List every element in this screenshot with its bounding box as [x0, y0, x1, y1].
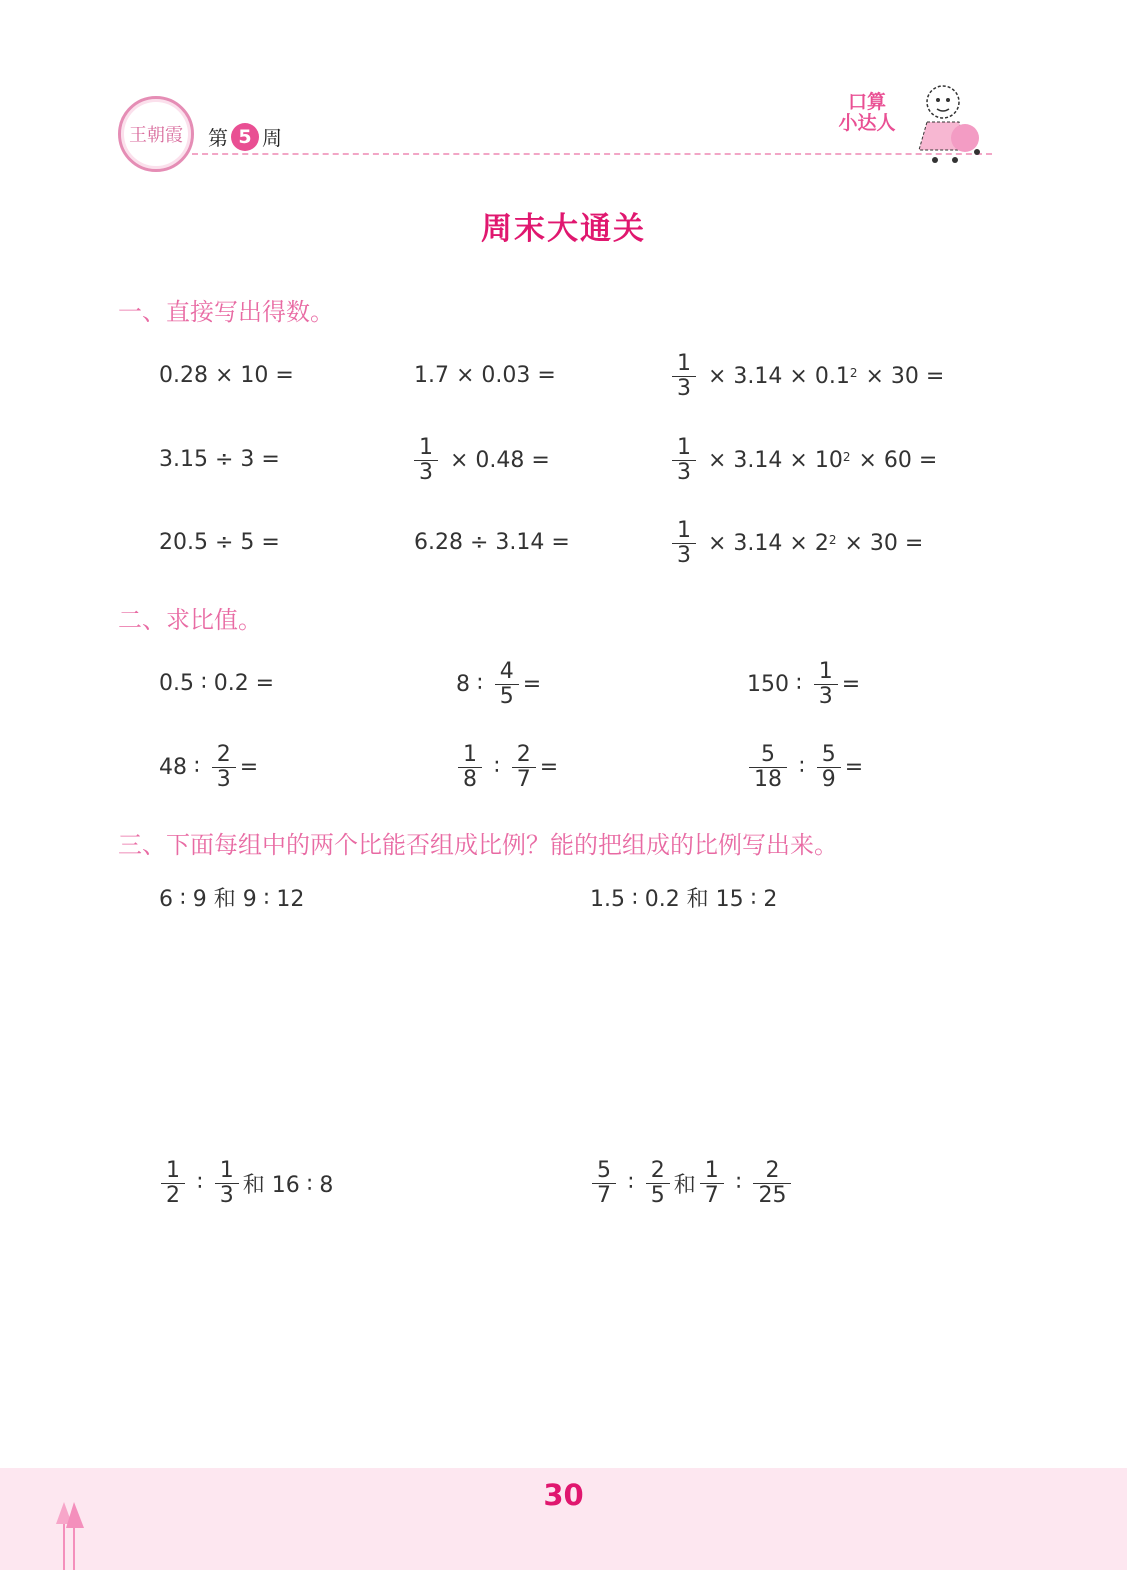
exponent: 2 — [828, 532, 837, 547]
numerator: 1 — [463, 742, 477, 767]
expr-part: × 60 = — [858, 448, 938, 473]
fraction — [161, 1159, 185, 1208]
numerator: 2 — [650, 1158, 665, 1183]
numerator: 5 — [597, 1158, 611, 1183]
seal-text: 王朝霞 — [129, 125, 183, 146]
s1-r3-c2: 6.28 ÷ 3.14 = — [414, 530, 570, 555]
fraction — [592, 1159, 616, 1208]
expr-part: 150 ∶ — [747, 672, 802, 697]
section-1-title: 一、直接写出得数。 — [118, 298, 334, 326]
numerator: 1 — [677, 435, 691, 460]
fraction — [672, 436, 696, 485]
expr-part: × 3.14 × 10 — [708, 448, 843, 473]
fraction — [495, 660, 519, 709]
denominator: 3 — [672, 376, 696, 401]
numerator: 1 — [219, 1158, 234, 1183]
fraction — [414, 436, 438, 485]
fraction — [749, 743, 787, 792]
brand-line-1: 口算 — [847, 91, 886, 113]
expr-part: 8 ∶ — [456, 672, 483, 697]
expr-part: × 30 = — [865, 364, 945, 389]
week-prefix: 第 — [208, 126, 228, 150]
fraction — [817, 743, 841, 792]
fraction — [700, 1159, 724, 1208]
arrow-decoration-icon — [52, 1498, 92, 1570]
brand-logo — [834, 92, 900, 134]
ratio-colon: ∶ — [628, 1171, 634, 1196]
week-label — [208, 122, 282, 151]
denominator: 7 — [700, 1183, 724, 1208]
numerator: 5 — [761, 742, 775, 767]
numerator: 2 — [216, 742, 231, 767]
denominator: 5 — [646, 1183, 670, 1208]
denominator: 3 — [215, 1183, 239, 1208]
s3-pair-3 — [157, 1159, 333, 1208]
ratio-colon: ∶ — [494, 755, 500, 780]
s2-r1-c3 — [747, 660, 860, 709]
denominator: 2 — [161, 1183, 185, 1208]
s3-pair-4 — [588, 1159, 795, 1208]
s1-r2-c3 — [668, 436, 937, 485]
week-suffix: 周 — [262, 126, 282, 150]
denominator: 7 — [512, 767, 536, 792]
s3-pair-1: 6 ∶ 9 和 9 ∶ 12 — [159, 887, 305, 912]
fraction — [753, 1159, 791, 1208]
expr-part: 和 16 ∶ 8 — [242, 1173, 334, 1198]
exponent: 2 — [842, 449, 851, 464]
numerator: 2 — [765, 1158, 780, 1183]
expr-part: = — [841, 672, 861, 697]
page-title: 周末大通关 — [481, 211, 646, 247]
denominator: 8 — [458, 767, 482, 792]
denominator: 9 — [817, 767, 841, 792]
expr-part: = — [539, 755, 559, 780]
page-number: 30 — [543, 1478, 584, 1512]
denominator: 3 — [672, 543, 696, 568]
s1-r1-c2: 1.7 × 0.03 = — [414, 363, 556, 388]
s1-r1-c3 — [668, 352, 944, 401]
s2-r2-c3 — [745, 743, 863, 792]
expr-part: 48 ∶ — [159, 755, 200, 780]
expr-part: × 3.14 × 0.1 — [708, 364, 850, 389]
fraction — [215, 1159, 239, 1208]
s1-r2-c1: 3.15 ÷ 3 = — [159, 447, 280, 472]
s1-r2-c2 — [410, 436, 550, 485]
exponent: 2 — [849, 365, 858, 380]
s2-r2-c2 — [454, 743, 558, 792]
header-divider — [192, 153, 992, 155]
fraction — [512, 743, 536, 792]
s3-pair-2: 1.5 ∶ 0.2 和 15 ∶ 2 — [590, 887, 778, 912]
expr-part: × 3.14 × 2 — [708, 531, 829, 556]
numerator: 1 — [677, 518, 691, 543]
ratio-colon: ∶ — [799, 755, 805, 780]
numerator: 1 — [677, 351, 691, 376]
expr-part: = — [522, 672, 542, 697]
mascot-illustration — [905, 80, 997, 168]
numerator: 5 — [821, 742, 836, 767]
fraction — [646, 1159, 670, 1208]
denominator: 3 — [212, 767, 236, 792]
s2-r1-c1: 0.5 ∶ 0.2 = — [159, 671, 275, 696]
fraction — [458, 743, 482, 792]
s2-r2-c1 — [159, 743, 258, 792]
denominator: 5 — [495, 684, 519, 709]
fraction — [814, 660, 838, 709]
expr-part: 和 — [673, 1173, 696, 1198]
fraction — [672, 519, 696, 568]
denominator: 7 — [592, 1183, 616, 1208]
ratio-colon: ∶ — [197, 1171, 203, 1196]
fraction — [672, 352, 696, 401]
numerator: 1 — [166, 1158, 180, 1183]
numerator: 2 — [516, 742, 531, 767]
denominator: 3 — [672, 460, 696, 485]
publisher-seal-logo — [118, 96, 194, 172]
s1-r3-c1: 20.5 ÷ 5 = — [159, 530, 280, 555]
expr-part: = — [239, 755, 259, 780]
ratio-colon: ∶ — [735, 1171, 742, 1196]
denominator: 18 — [749, 767, 787, 792]
numerator: 4 — [499, 659, 514, 684]
week-number-badge: 5 — [231, 123, 259, 151]
numerator: 1 — [818, 659, 833, 684]
s2-r1-c2 — [456, 660, 541, 709]
s1-r1-c1: 0.28 × 10 = — [159, 363, 294, 388]
numerator: 1 — [419, 435, 433, 460]
section-3-title: 三、下面每组中的两个比能否组成比例？能的把组成的比例写出来。 — [118, 831, 838, 859]
denominator: 3 — [814, 684, 838, 709]
fraction — [212, 743, 236, 792]
section-2-title: 二、求比值。 — [118, 606, 262, 634]
denominator: 3 — [414, 460, 438, 485]
expr-part: × 30 = — [844, 531, 924, 556]
expr-part: × 0.48 = — [450, 448, 550, 473]
denominator: 25 — [753, 1183, 791, 1208]
s1-r3-c3 — [668, 519, 923, 568]
expr-part: = — [844, 755, 864, 780]
brand-line-2: 小达人 — [838, 112, 896, 134]
numerator: 1 — [704, 1158, 719, 1183]
